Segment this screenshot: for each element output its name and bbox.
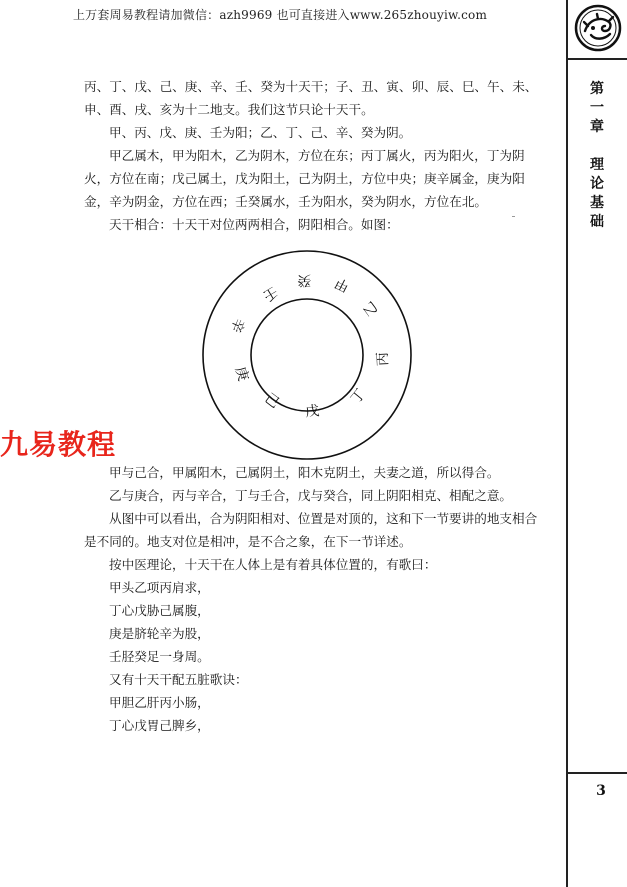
ring-char-jia: 甲 (332, 273, 353, 295)
ring-char-yi: 乙 (360, 298, 382, 319)
chapter-vertical-title (582, 80, 612, 232)
paragraph: 甲乙属木，甲为阳木，乙为阴木，方位在东；丙丁属火，丙为阳火，丁为阴火，方位在南；戊己属土，戊为阳土，己为阴土，方位中央；庚辛属金，庚为阳金，辛为阴金，方位在西；壬癸属水，壬为阳水，癸为阴水，方位在北。 (84, 148, 525, 209)
side-rule-top (566, 58, 627, 60)
paragraph: 又有十天干配五脏歌诀： (109, 672, 248, 687)
verse-line: 庚是脐轮辛为股， (109, 626, 210, 641)
ring-char-ji: 己 (261, 390, 283, 412)
paragraph: 甲、丙、戊、庚、壬为阳；乙、丁、己、辛、癸为阴。 (109, 125, 412, 140)
ring-char-bing: 丙 (374, 351, 392, 367)
ring-char-gui: 癸 (297, 271, 312, 289)
paragraph: 丙、丁、戊、己、庚、辛、壬、癸为十天干；子、丑、寅、卯、辰、巳、午、未、申、酉、戌、亥为十二地支。我们这节只论十天干。 (84, 79, 538, 117)
header-note: 上万套周易教程请加微信：azh9969 也可直接进入www.265zhouyiw.com (72, 8, 488, 22)
paragraph: 从图中可以看出，合为阴阳相对、位置是对顶的，这和下一节要讲的地支相合是不同的。地支对位是相冲，是不合之象，在下一节详述。 (84, 511, 538, 549)
verse-line: 丁心戊胁己属腹， (109, 603, 210, 618)
ring-char-ding: 丁 (347, 386, 370, 408)
paragraph: 乙与庚合，丙与辛合，丁与壬合，戊与癸合，同上阴阳相克、相配之意。 (109, 488, 512, 503)
paragraph: 按中医理论，十天干在人体上是有着具体位置的，有歌曰： (109, 557, 437, 572)
ring-char-wu: 戊 (304, 403, 321, 421)
ring-char-xin: 辛 (227, 315, 248, 335)
chapter-char: 第 (590, 81, 604, 97)
verse-line: 甲头乙项丙肩求， (109, 580, 210, 595)
verse-line: 甲胆乙肝丙小肠， (109, 695, 210, 710)
chapter-char: 章 (590, 119, 604, 135)
chapter-char: 论 (590, 176, 604, 192)
chapter-char: 理 (590, 157, 604, 173)
scan-speck (512, 216, 515, 217)
chapter-char: 础 (590, 214, 604, 230)
paragraph: 甲与己合，甲属阳木，己属阴土，阳木克阴土，夫妻之道，所以得合。 (109, 465, 500, 480)
body-text-bottom (84, 461, 547, 737)
chapter-char: 基 (590, 195, 604, 211)
watermark-text: 九易教程 (0, 428, 117, 461)
side-rule-bottom (566, 772, 627, 774)
page-number: 3 (596, 783, 606, 799)
ring-char-geng: 庚 (231, 364, 252, 384)
side-rule-vertical (566, 0, 568, 887)
dragon-seal-icon (574, 4, 622, 52)
chapter-char: 一 (590, 100, 604, 116)
verse-line: 壬胫癸足一身周。 (109, 649, 210, 664)
verse-line: 丁心戊胃己脾乡， (109, 718, 210, 733)
body-text-top (84, 75, 547, 236)
paragraph: 天干相合：十天干对位两两相合，阴阳相合。如图： (109, 217, 399, 232)
ring-char-ren: 壬 (259, 283, 281, 304)
tiangan-ring-diagram (201, 249, 413, 461)
chapter-spacer (582, 137, 612, 156)
